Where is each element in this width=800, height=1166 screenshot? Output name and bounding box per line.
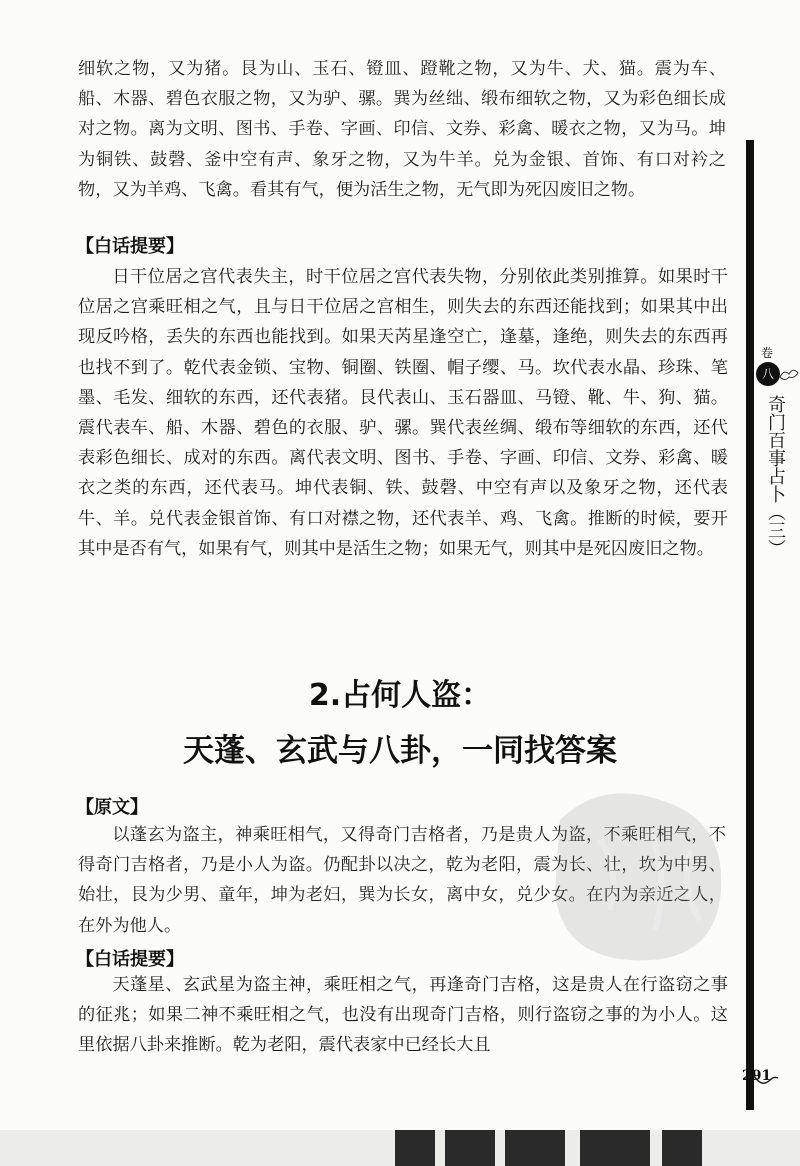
chapter-heading-line2: 天蓬、玄武与八卦，一同找答案 bbox=[183, 733, 617, 769]
top-paragraph-text: 细软之物，又为猪。艮为山、玉石、镫皿、蹬靴之物，又为牛、犬、猫。震为车、船、木器、碧色衣服之物，又为驴、骡。巽为丝绌、缎布细软之物，又为彩色细长成对之物。离为文明、图书、手卷、字画、印信、文券、彩禽、暖衣之物，又为马。坤为铜铁、鼓磬、釜中空有声、象牙之物，又为牛羊。兑为金银、首饰、有口对衿之物，又为羊鸡、飞禽。看其有气，便为活生之物，无气即为死囚废旧之物。 bbox=[78, 59, 726, 200]
section-label-yuanwen: 【原文】 bbox=[76, 797, 148, 818]
seal-watermark-icon bbox=[540, 780, 740, 970]
page-number-flourish-icon bbox=[752, 1072, 782, 1090]
section2-text: 以蓬玄为盗主，神乘旺相气，又得奇门吉格者，乃是贵人为盗，不乘旺相气，不得奇门吉格者，乃是小人为盗。仍配卦以决之，乾为老阳，震为长、壮，坎为中男、始壮，艮为少男、童年，坤为老妇，巽为长女，离中女，兑少女。在内为亲近之人，在外为他人。 bbox=[78, 825, 726, 936]
section1-body bbox=[78, 262, 728, 564]
scan-bottom-edge bbox=[0, 1130, 800, 1166]
section1-text: 日干位居之宫代表失主，时干位居之宫代表失物，分别依此类别推算。如果时干位居之宫乘旺相之气，且与日干位居之宫相生，则失去的东西还能找到；如果其中出现反吟格，丢失的东西也能找到。如果天芮星逢空亡，逢墓，逢绝，则失去的东西再也找不到了。乾代表金锁、宝物、铜圈、铁圈、帽子缨、马。坎代表水晶、珍珠、笔墨、毛发、细软的东西，还代表猪。艮代表山、玉石器皿、马镫、靴、牛、狗、猫。震代表车、船、木器、碧色的衣服、驴、骡。巽代表丝绸、缎布等细软的东西，还代表彩色细长、成对的东西。离代表文明、图书、手卷、字画、印信、文券、彩禽、暖衣之类的东西，还代表马。坤代表铜、铁、鼓磬、中空有声以及象牙之物，还代表牛、羊。兑代表金银首饰、有口对襟之物，还代表羊、鸡、飞禽。推断的时候，要开其中是否有气，如果有气，则其中是活生之物；如果无气，则其中是死囚废旧之物。 bbox=[78, 267, 728, 559]
section-label-baihua-1: 【白话提要】 bbox=[76, 236, 184, 257]
chapter-heading-line1: 2.占何人盗： bbox=[308, 678, 492, 713]
volume-label: 卷 bbox=[761, 346, 774, 360]
margin-rule bbox=[746, 140, 754, 1110]
book-title-vertical: 奇门百事占卜（三） bbox=[765, 395, 786, 557]
cloud-ornament-icon bbox=[778, 365, 800, 385]
section3-body bbox=[78, 970, 728, 1061]
top-paragraph bbox=[78, 54, 726, 205]
page-number: 291 bbox=[742, 1068, 772, 1084]
volume-number-badge: 八 bbox=[756, 362, 780, 386]
section-label-baihua-2: 【白话提要】 bbox=[76, 949, 184, 970]
section3-text: 天蓬星、玄武星为盗主神，乘旺相之气，再逢奇门吉格，这是贵人在行盗窃之事的征兆；如果二神不乘旺相之气，也没有出现奇门吉格，则行盗窃之事的为小人。这里依据八卦来推断。乾为老阳，震代表家中已经长大且 bbox=[78, 975, 728, 1056]
